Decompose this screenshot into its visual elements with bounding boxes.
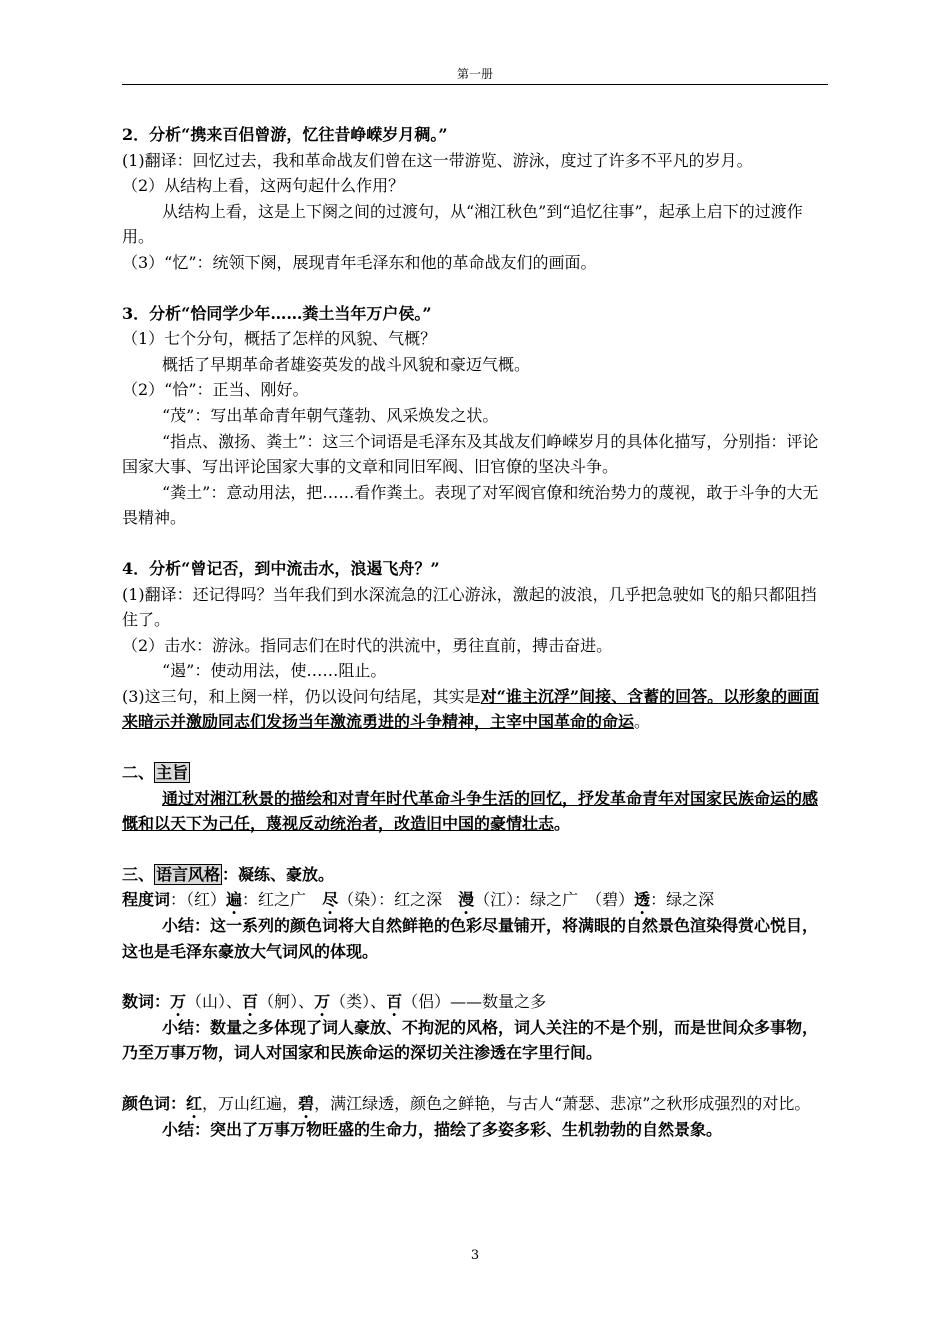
theme-label: 主旨 [156, 763, 189, 783]
color-mid-2: ，满江绿透，颜色之鲜艳，与古人“萧瑟、悲凉”之秋形成强烈的对比。 [314, 1094, 811, 1113]
deg-post-3: ：绿之深 [650, 890, 715, 910]
num-word-3: 百 [386, 992, 403, 1012]
section-4-title: 4．分析“曾记否，到中流击水，浪遏飞舟？” [122, 558, 440, 578]
deg-post-1: （染）：红之深 [338, 890, 459, 910]
num-post-1: （舸）、 [258, 992, 315, 1012]
s2-paragraph-2: （2）从结构上看，这两句起什么作用？ [122, 176, 405, 196]
theme-heading [122, 760, 828, 786]
page-header [122, 64, 828, 85]
num-post-3: （侣）——数量之多 [402, 992, 547, 1012]
num-word-2: 万 [314, 992, 331, 1012]
style-heading [122, 862, 828, 888]
color-summary: 小结：突出了万事万物旺盛的生命力，描绘了多姿多彩、生机勃勃的自然景象。 [162, 1119, 723, 1139]
degree-summary: 小结：这一系列的颜色词将大自然鲜艳的色彩尽量铺开，将满眼的自然景色渲染得赏心悦目，这也是毛泽东豪放大气词风的体现。 [122, 916, 819, 961]
degree-words [122, 887, 828, 913]
number-label: 数词： [122, 992, 171, 1012]
s3-paragraph-5: “指点、激扬、粪土”：这三个词语是毛泽东及其战友们峥嵘岁月的具体化描写，分别指：评论国家大事、写出评论国家大事的文章和同旧军阀、旧官僚的坚决斗争。 [122, 431, 819, 477]
color-words [122, 1091, 828, 1117]
color-mid-1: ，万山红遍， [202, 1094, 299, 1113]
num-word-0: 万 [170, 992, 187, 1012]
theme-emphasis: 通过对湘江秋景的描绘和对青年时代革命斗争生活的回忆，抒发革命青年对国家民族命运的感慨和以天下为己任，蔑视反动统治者，改造旧中国的豪情壮志 [122, 788, 819, 834]
num-post-2: （类）、 [330, 992, 387, 1012]
deg-post-2: （江）：绿之广 （碧） [474, 890, 635, 910]
s3-paragraph-3: （2）“恰”：正当、刚好。 [122, 380, 309, 400]
s4-p4-end: 。 [634, 712, 651, 732]
section-3-title: 3．分析“恰同学少年……粪土当年万户侯。” [122, 303, 432, 323]
s4-paragraph-4 [122, 684, 828, 735]
theme-text [122, 786, 828, 837]
s3-paragraph-1: （1）七个分句，概括了怎样的风貌、气概？ [122, 329, 437, 349]
deg-post-0: ：红之广 [242, 890, 323, 910]
document-body [122, 122, 828, 1142]
s4-paragraph-3: “遏”：使动用法，使……阻止。 [162, 661, 387, 681]
page-number: 3 [470, 1248, 480, 1263]
style-rest: ：凝练、豪放。 [222, 864, 335, 884]
number-words [122, 989, 828, 1015]
s3-paragraph-4: “茂”：写出革命青年朝气蓬勃、风采焕发之状。 [162, 405, 499, 425]
s4-p4-lead: (3)这三句，和上阕一样，仍以设问句结尾，其实是 [122, 686, 481, 706]
s3-paragraph-2: 概括了早期革命者雄姿英发的战斗风貌和豪迈气概。 [162, 354, 531, 374]
deg-word-2: 漫 [458, 890, 475, 910]
s2-paragraph-3: 从结构上看，这是上下阕之间的过渡句，从“湘江秋色”到“追忆往事”，起承上启下的过渡作用。 [122, 201, 803, 247]
num-post-0: （山）、 [186, 992, 243, 1012]
header-title: 第一册 [456, 67, 493, 81]
style-label: 语言风格 [156, 864, 221, 884]
style-number: 三、 [122, 864, 155, 884]
s2-paragraph-4: （3）“忆”：统领下阕，展现青年毛泽东和他的革命战友们的画面。 [122, 252, 597, 272]
deg-word-0: 遍 [226, 890, 243, 910]
color-word-1: 红 [186, 1094, 203, 1113]
deg-word-1: 尽 [322, 890, 339, 910]
color-label: 颜色词： [122, 1094, 187, 1113]
deg-word-3: 透 [634, 890, 651, 910]
theme-end: 。 [554, 814, 571, 834]
color-word-2: 碧 [298, 1094, 315, 1113]
number-summary: 小结：数量之多体现了词人豪放、不拘泥的风格，词人关注的不是个别，而是世间众多事物，乃至万事万物，词人对国家和民族命运的深切关注渗透在字里行间。 [122, 1017, 819, 1063]
theme-number: 二、 [122, 763, 155, 783]
s2-paragraph-1: (1)翻译：回忆过去，我和革命战友们曾在这一带游览、游泳，度过了许多不平凡的岁月。 [122, 150, 753, 170]
num-word-1: 百 [242, 992, 259, 1012]
deg-pre-0: ：（红） [170, 890, 227, 910]
section-2-title: 2．分析“携来百侣曾游，忆往昔峥嵘岁月稠。” [122, 125, 448, 144]
s4-paragraph-2: （2）击水：游泳。指同志们在时代的洪流中，勇往直前，搏击奋进。 [122, 635, 613, 655]
s4-paragraph-1: (1)翻译：还记得吗？当年我们到水深流急的江心游泳，激起的波浪，几乎把急驶如飞的船只都阻挡住了。 [122, 584, 817, 630]
s4-p4-emphasis: 对“谁主沉浮”间接、含蓄的回答。以形象的画面来暗示并激励同志们发扬当年激流勇进的斗争精神，主宰中国革命的命运 [122, 686, 820, 732]
s3-paragraph-6: “粪土”：意动用法，把……看作粪土。表现了对军阀官僚和统治势力的蔑视，敢于斗争的大无畏精神。 [122, 482, 819, 528]
degree-label: 程度词 [122, 890, 171, 910]
